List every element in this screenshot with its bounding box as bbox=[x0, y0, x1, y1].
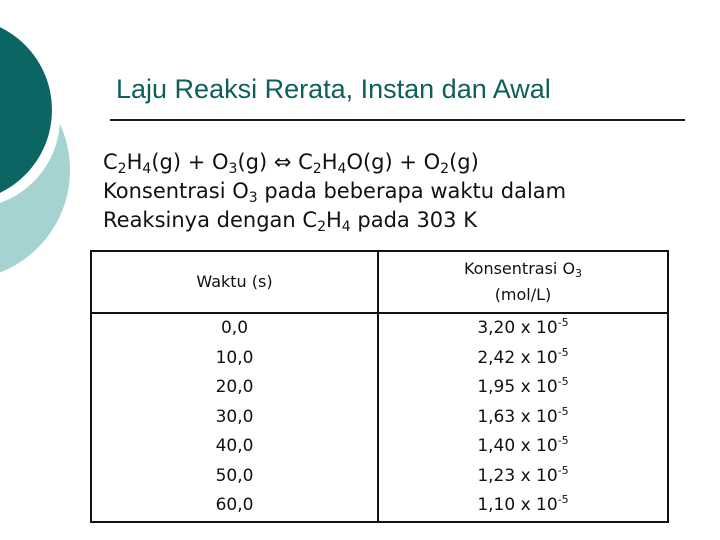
eq-part: (g) + O bbox=[151, 150, 229, 174]
concentration-cell bbox=[378, 344, 668, 374]
concentration-cell bbox=[378, 313, 668, 344]
time-cell: 10,0 bbox=[91, 344, 378, 374]
eq-part: C bbox=[291, 150, 313, 174]
concentration-mantissa: 2,42 x 10 bbox=[477, 347, 558, 368]
table-row bbox=[91, 403, 668, 433]
concentration-cell bbox=[378, 462, 668, 492]
table-row bbox=[91, 491, 668, 522]
table-row bbox=[91, 373, 668, 403]
time-cell: 30,0 bbox=[91, 403, 378, 433]
concentration-exponent: -5 bbox=[557, 463, 569, 477]
reaction-arrow-icon: ⇔ bbox=[273, 150, 292, 174]
concentration-value bbox=[477, 432, 568, 461]
concentration-exponent: -5 bbox=[557, 434, 569, 448]
reaction-equation bbox=[103, 148, 566, 177]
eq-part: H bbox=[126, 150, 143, 174]
eq-subscript: 3 bbox=[228, 161, 238, 177]
header-conc-label: Konsentrasi O bbox=[463, 259, 576, 278]
eq-part: H bbox=[321, 150, 338, 174]
eq-part: (g) bbox=[237, 150, 274, 174]
time-cell: 0,0 bbox=[91, 313, 378, 344]
concentration-value bbox=[477, 491, 568, 520]
eq-part: (g) bbox=[449, 150, 479, 174]
table-body bbox=[91, 313, 668, 522]
caption-line-1 bbox=[103, 177, 566, 206]
time-cell: 40,0 bbox=[91, 432, 378, 462]
concentration-mantissa: 1,95 x 10 bbox=[477, 377, 558, 398]
eq-subscript: 2 bbox=[312, 161, 322, 177]
header-conc-subscript: 3 bbox=[575, 267, 583, 280]
eq-subscript: 2 bbox=[117, 161, 127, 177]
concentration-exponent: -5 bbox=[557, 375, 569, 389]
time-cell: 60,0 bbox=[91, 491, 378, 522]
eq-part: C bbox=[103, 150, 118, 174]
caption-text: pada 303 K bbox=[350, 208, 477, 232]
header-concentration bbox=[378, 251, 668, 313]
caption-text: Reaksinya dengan C bbox=[103, 208, 318, 232]
intro-text bbox=[103, 148, 566, 235]
concentration-table bbox=[90, 250, 669, 523]
concentration-cell bbox=[378, 432, 668, 462]
table-row bbox=[91, 462, 668, 492]
time-cell: 20,0 bbox=[91, 373, 378, 403]
caption-subscript: 2 bbox=[317, 219, 326, 235]
concentration-cell bbox=[378, 403, 668, 433]
concentration-mantissa: 1,40 x 10 bbox=[477, 436, 558, 457]
header-time-label: Waktu (s) bbox=[196, 272, 273, 291]
concentration-value bbox=[477, 314, 568, 343]
concentration-exponent: -5 bbox=[557, 404, 569, 418]
time-cell: 50,0 bbox=[91, 462, 378, 492]
concentration-mantissa: 3,20 x 10 bbox=[477, 318, 558, 339]
slide-title: Laju Reaksi Rerata, Instan dan Awal bbox=[116, 74, 551, 104]
concentration-cell bbox=[378, 373, 668, 403]
concentration-mantissa: 1,23 x 10 bbox=[477, 465, 558, 486]
concentration-value bbox=[477, 403, 568, 432]
eq-part: O(g) + O bbox=[346, 150, 441, 174]
concentration-exponent: -5 bbox=[557, 493, 569, 507]
caption-subscript: 4 bbox=[341, 219, 351, 235]
table-row bbox=[91, 313, 668, 344]
concentration-exponent: -5 bbox=[557, 345, 569, 359]
caption-text: Konsentrasi O bbox=[103, 179, 249, 203]
concentration-value bbox=[477, 462, 568, 491]
eq-subscript: 4 bbox=[142, 161, 152, 177]
eq-subscript: 2 bbox=[440, 161, 450, 177]
caption-text: pada beberapa waktu dalam bbox=[257, 179, 567, 203]
concentration-mantissa: 1,10 x 10 bbox=[477, 495, 558, 516]
caption-line-2 bbox=[103, 206, 566, 235]
caption-text: H bbox=[325, 208, 342, 232]
caption-subscript: 3 bbox=[248, 190, 258, 206]
table-header-row bbox=[91, 251, 668, 313]
title-underline bbox=[110, 119, 685, 121]
concentration-cell bbox=[378, 491, 668, 522]
header-conc-unit: (mol/L) bbox=[494, 285, 552, 304]
concentration-mantissa: 1,63 x 10 bbox=[477, 406, 558, 427]
concentration-exponent: -5 bbox=[557, 316, 569, 330]
table-row bbox=[91, 432, 668, 462]
concentration-value bbox=[477, 344, 568, 373]
eq-subscript: 4 bbox=[337, 161, 347, 177]
table-row bbox=[91, 344, 668, 374]
header-time bbox=[91, 251, 378, 313]
concentration-value bbox=[477, 373, 568, 402]
